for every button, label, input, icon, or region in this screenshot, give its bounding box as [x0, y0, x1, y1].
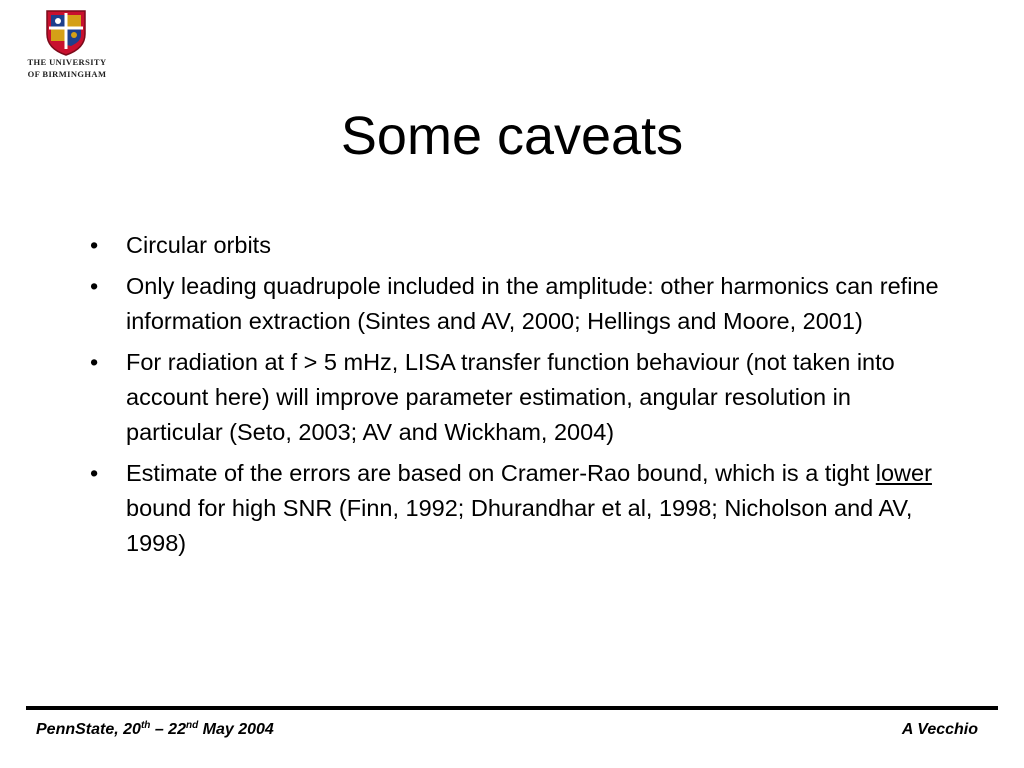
- bullet-dot: •: [90, 460, 99, 486]
- footer-event-name: PennState, 20: [36, 721, 141, 738]
- bullet-list: [90, 228, 940, 561]
- university-crest-icon: [44, 8, 88, 56]
- bullet-item: [90, 345, 940, 450]
- university-name-line2: OF BIRMINGHAM: [27, 69, 107, 79]
- footer-divider: [26, 706, 998, 710]
- footer-month-year: May 2004: [198, 721, 274, 738]
- footer-event-date: [36, 719, 274, 741]
- bullet-item: [90, 228, 940, 263]
- footer-sup-th: th: [140, 720, 151, 731]
- bullet-item: [90, 269, 940, 339]
- bullet-text: Circular orbits: [126, 232, 271, 258]
- bullet-text-part1: Estimate of the errors are based on Cramer-Rao bound, which is a tight: [126, 460, 876, 486]
- slide-title: Some caveats: [340, 106, 684, 166]
- bullet-text: For radiation at f > 5 mHz, LISA transfer function behaviour (not taken into account here) will improve parameter estimation, angular resolution in particular (Seto, 2003; AV and Wickham, 2004): [126, 349, 895, 445]
- footer-date-range: – 22: [150, 721, 186, 738]
- bullet-item: [90, 456, 940, 561]
- footer-sup-nd: nd: [185, 720, 199, 731]
- bullet-dot: •: [90, 232, 99, 258]
- university-logo: [12, 8, 122, 84]
- footer-author: A Vecchio: [901, 721, 978, 738]
- bullet-dot: •: [90, 349, 99, 375]
- bullet-text-part2: bound for high SNR (Finn, 1992; Dhurandhar et al, 1998; Nicholson and AV, 1998): [126, 495, 913, 556]
- bullet-dot: •: [90, 273, 99, 299]
- underlined-word: lower: [875, 460, 932, 486]
- bullet-text: Only leading quadrupole included in the amplitude: other harmonics can refine information extraction (Sintes and AV, 2000; Hellings and Moore, 2001): [126, 273, 939, 334]
- university-name-line1: THE UNIVERSITY: [27, 57, 107, 67]
